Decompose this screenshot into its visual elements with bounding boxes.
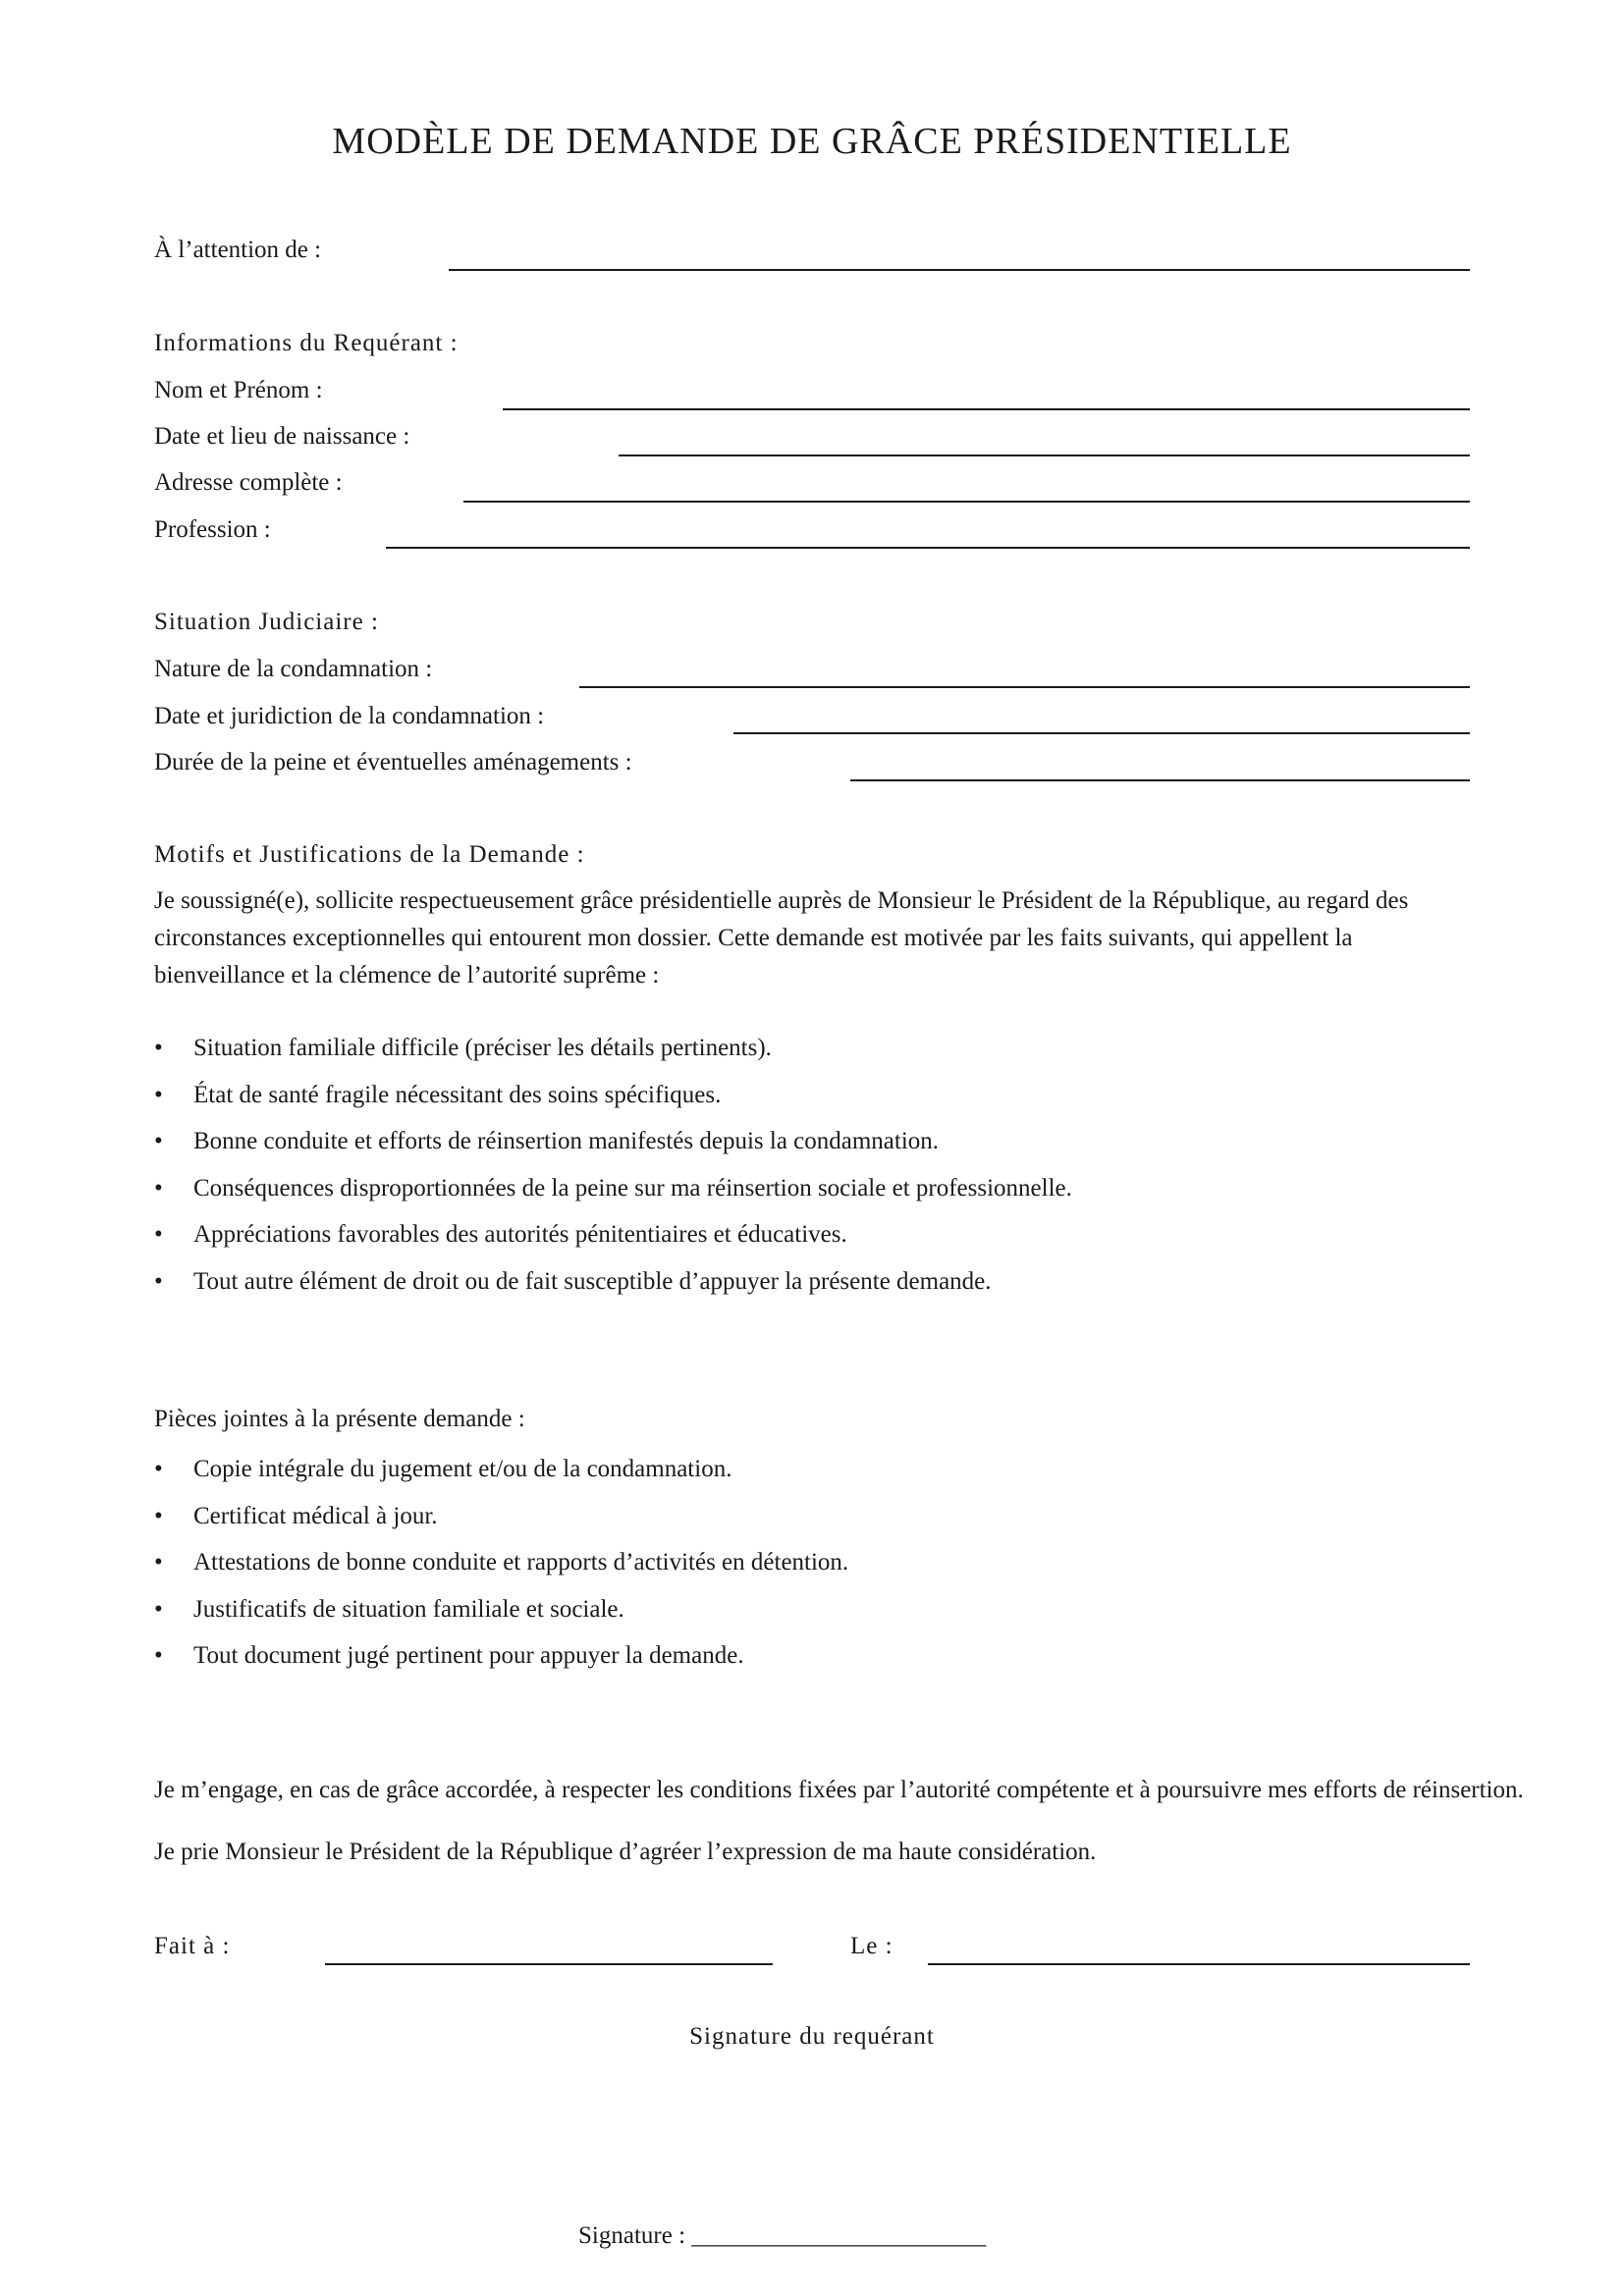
le-field[interactable] xyxy=(928,1963,1470,1965)
birth-label: Date et lieu de naissance : xyxy=(154,423,410,450)
duree-field[interactable] xyxy=(850,779,1470,781)
address-label: Adresse complète : xyxy=(154,469,343,496)
list-item: • Attestations de bonne conduite et rapports d’activités en détention. xyxy=(154,1544,848,1591)
bullet-icon: • xyxy=(154,1081,163,1108)
signature-requerant-label: Signature du requérant xyxy=(689,2023,935,2050)
closing-text: Je prie Monsieur le Président de la République d’agréer l’expression de ma haute considération. xyxy=(154,1839,1097,1865)
list-item: • Conséquences disproportionnées de la peine sur ma réinsertion sociale et professionnelle. xyxy=(154,1170,1072,1217)
list-item: • Appréciations favorables des autorités pénitentiaires et éducatives. xyxy=(154,1216,1072,1263)
pieces-heading: Pièces jointes à la présente demande : xyxy=(154,1406,525,1432)
list-item: • Tout autre élément de droit ou de fait susceptible d’appuyer la présente demande. xyxy=(154,1263,1072,1310)
birth-field[interactable] xyxy=(619,454,1470,456)
bullet-icon: • xyxy=(154,1456,163,1482)
nature-field[interactable] xyxy=(579,686,1470,688)
date-juridiction-label: Date et juridiction de la condamnation : xyxy=(154,703,545,729)
fait-label: Fait à : xyxy=(154,1933,231,1959)
bullet-icon: • xyxy=(154,1502,163,1529)
list-item: • Certificat médical à jour. xyxy=(154,1498,848,1545)
attention-label: À l’attention de : xyxy=(154,237,322,263)
name-field[interactable] xyxy=(503,408,1470,410)
name-label: Nom et Prénom : xyxy=(154,377,323,403)
bullet-icon: • xyxy=(154,1174,163,1201)
list-item: • Justificatifs de situation familiale et sociale. xyxy=(154,1591,848,1638)
date-juridiction-field[interactable] xyxy=(733,732,1470,734)
bullet-icon: • xyxy=(154,1128,163,1154)
le-label: Le : xyxy=(850,1933,893,1959)
address-field[interactable] xyxy=(463,501,1470,503)
signature-label: Signature : xyxy=(578,2222,686,2249)
list-item: • État de santé fragile nécessitant des soins spécifiques. xyxy=(154,1077,1072,1124)
list-item: • Copie intégrale du jugement et/ou de la condamnation. xyxy=(154,1451,848,1498)
duree-label: Durée de la peine et éventuelles aménagements : xyxy=(154,749,632,775)
attention-field[interactable] xyxy=(449,269,1470,271)
engagement-text: Je m’engage, en cas de grâce accordée, à respecter les conditions fixées par l’autorité compétente et à poursuivre mes efforts de réinsertion. xyxy=(154,1777,1524,1803)
nature-label: Nature de la condamnation : xyxy=(154,656,433,682)
signature-blank: ________________________ xyxy=(691,2222,987,2249)
fait-field[interactable] xyxy=(325,1963,773,1965)
bullet-icon: • xyxy=(154,1642,163,1669)
document-title: MODÈLE DE DEMANDE DE GRÂCE PRÉSIDENTIELLE xyxy=(332,121,1292,162)
list-item: • Situation familiale difficile (préciser les détails pertinents). xyxy=(154,1030,1072,1077)
bullet-icon: • xyxy=(154,1267,163,1295)
motifs-paragraph: Je soussigné(e), sollicite respectueusement grâce présidentielle auprès de Monsieur le Président de la République, au regard des circonstances exceptionnelles qui entourent mon dossier. Cette demande est motivée par les faits suivants, qui appellent la bienveillance et la clémence de l’autorité suprême : xyxy=(154,887,1409,988)
bullet-icon: • xyxy=(154,1549,163,1575)
requerant-heading: Informations du Requérant : xyxy=(154,330,459,356)
list-item: • Bonne conduite et efforts de réinsertion manifestés depuis la condamnation. xyxy=(154,1123,1072,1170)
profession-label: Profession : xyxy=(154,516,271,543)
pieces-list xyxy=(154,1451,848,1684)
bullet-icon: • xyxy=(154,1221,163,1248)
motifs-list xyxy=(154,1030,1072,1309)
motifs-heading: Motifs et Justifications de la Demande : xyxy=(154,841,585,868)
profession-field[interactable] xyxy=(386,547,1470,549)
judiciaire-heading: Situation Judiciaire : xyxy=(154,609,379,635)
bullet-icon: • xyxy=(154,1035,163,1061)
bullet-icon: • xyxy=(154,1595,163,1623)
signature-line[interactable] xyxy=(578,2222,986,2250)
list-item: • Tout document jugé pertinent pour appuyer la demande. xyxy=(154,1637,848,1684)
